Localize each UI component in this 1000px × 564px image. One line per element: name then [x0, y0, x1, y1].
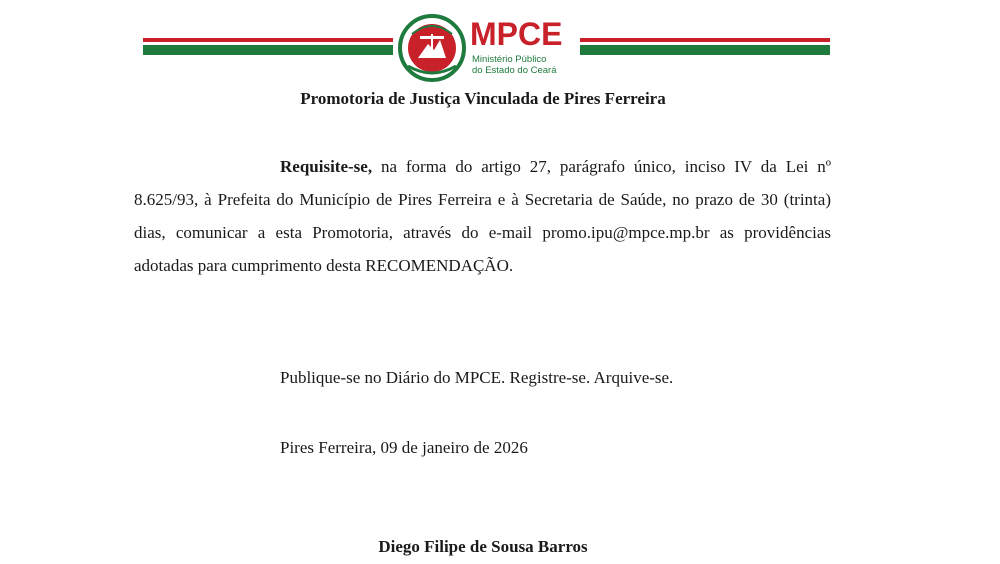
publish-line: Publique-se no Diário do MPCE. Registre-se. Arquive-se. [280, 368, 674, 387]
logo-brand: MPCE [470, 16, 563, 52]
signatory-name: Diego Filipe de Sousa Barros [378, 537, 588, 556]
requisition-paragraph [134, 150, 831, 282]
office-title: Promotoria de Justiça Vinculada de Pires Ferreira [300, 89, 666, 108]
header-stripes-left [143, 38, 393, 55]
header-stripes-right [580, 38, 830, 55]
requisition-text: na forma do artigo 27, parágrafo único, inciso IV da Lei nº 8.625/93, à Prefeita do Município de Pires Ferreira e à Secretaria de Saúde, no prazo de 30 (trinta) dias, comunicar a esta Promotoria, através do e-mail promo.ipu@mpce.mp.br as providências adotadas para cumprimento desta RECOMENDAÇÃO. [134, 157, 831, 275]
requisition-lead: Requisite-se, [280, 157, 373, 176]
logo-subtitle: Ministério Público do Estado do Ceará [472, 54, 557, 76]
place-date: Pires Ferreira, 09 de janeiro de 2026 [280, 438, 528, 457]
mpce-emblem-icon [398, 14, 466, 82]
document-header [0, 0, 1000, 90]
mpce-logo [398, 12, 574, 82]
